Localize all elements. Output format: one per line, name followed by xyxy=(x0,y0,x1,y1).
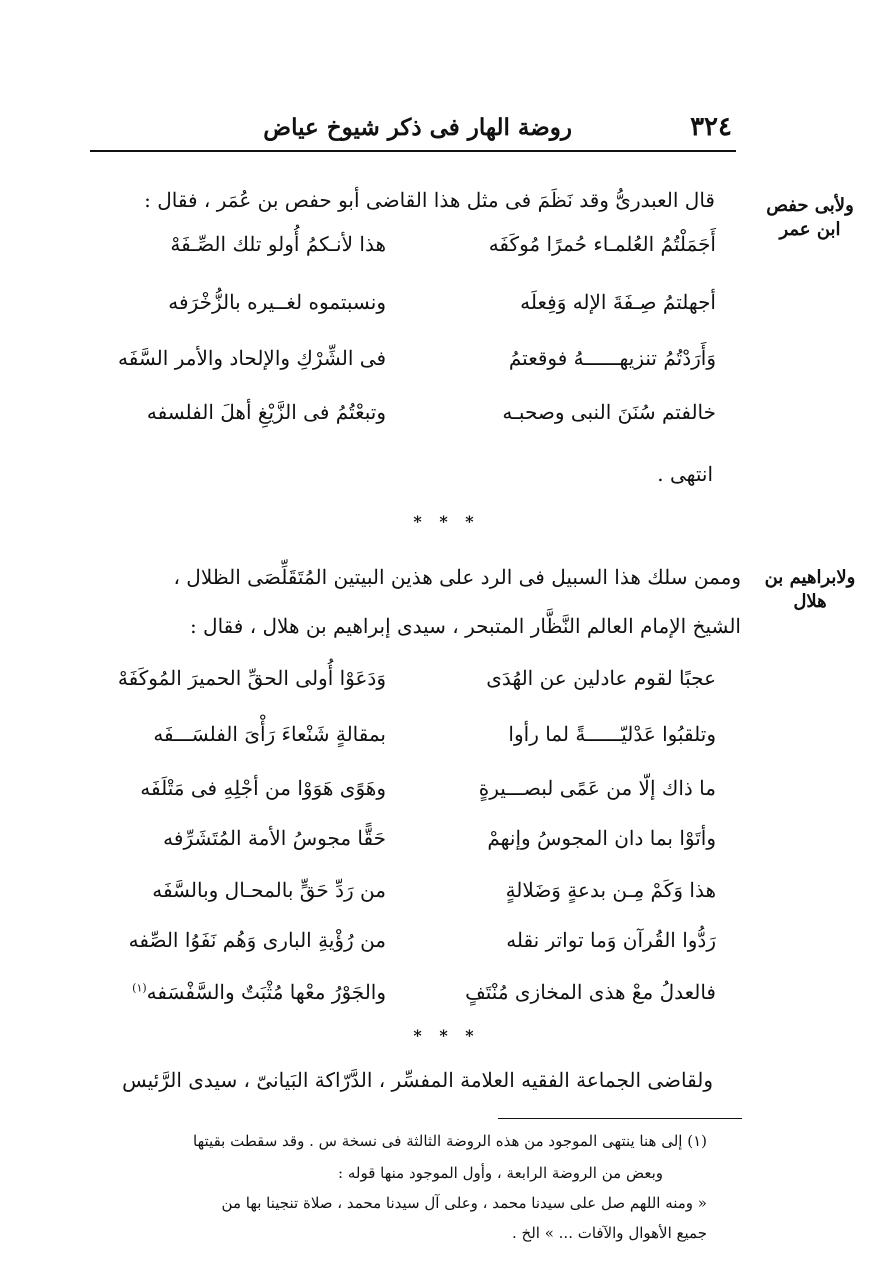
verse-first-hemistich: عجبًا لقوم عادلين عن الهُدَى xyxy=(486,666,716,690)
verse-first-hemistich: هذا وَكَمْ مِـن بدعةٍ وَضَلالةٍ xyxy=(505,878,716,902)
verse-second-hemistich: وتبعْتُمُ فى الزَّيْغِ أهلَ الفلسفه xyxy=(146,400,386,424)
verse-line xyxy=(96,232,716,292)
verse-second-hemistich: هذا لأنـكمُ أُولو تلك الصِّـفَهْ xyxy=(170,232,386,256)
verse-first-hemistich: أَجَمَلْتُمُ العُلمـاء حُمرًا مُوكَفَه xyxy=(488,232,716,256)
verse-second-hemistich: وهَوًى هَوَوْا من أجْلِهِ فى مَتْلَفَه xyxy=(140,776,386,800)
verse-line xyxy=(96,290,716,350)
verse-first-hemistich: خالفتم سُنَنَ النبى وصحبـه xyxy=(502,400,716,424)
verse-second-hemistich: وَدَعَوْا أُولى الحقِّ الحميرَ المُوكَفَهْ xyxy=(117,666,386,690)
section-separator-2: * * * xyxy=(413,1026,480,1045)
verse-first-hemistich: وَأَرَدْتُمُ تنزيهــــــهُ فوقعتمُ xyxy=(508,346,716,370)
verse-line xyxy=(96,346,716,406)
footnote-line-2: وبعض من الروضة الرابعة ، وأول الموجود منها قوله : xyxy=(338,1164,663,1182)
verse-first-hemistich: فالعدلُ معْ هذى المخازى مُنْتَفٍ xyxy=(465,980,716,1004)
verse-second-hemistich xyxy=(132,980,386,1004)
verse-second-hemistich: ونسبتموه لغــيره بالزُّخْرَفه xyxy=(168,290,386,314)
footnote-marker: (١) xyxy=(132,981,147,995)
verse-line xyxy=(96,666,716,726)
section2-intro-line2: الشيخ الإمام العالم النَّظَّار المتبحر ، سيدى إبراهيم بن هلال ، فقال : xyxy=(189,614,741,638)
section1-intro: قال العبدرىُّ وقد نَظَمَ فى مثل هذا القاضى أبو حفص بن عُمَر ، فقال : xyxy=(144,188,715,212)
verse-first-hemistich: ما ذاك إلّا من عَمًى لبصـــيرةٍ xyxy=(478,776,716,800)
verse-line xyxy=(96,722,716,782)
verse-second-hemistich: من رُؤْيةِ البارى وَهُم نَفَوُا الصِّفه xyxy=(128,928,386,952)
footnote-line-4: جميع الأهوال والآفات ... » الخ . xyxy=(511,1224,707,1242)
running-title: روضة الهار فى ذكر شيوخ عياض xyxy=(263,114,572,141)
verse-second-hemistich: بمقالةٍ شَنْعاءَ رَأْىَ الفلسَـــفَه xyxy=(153,722,386,746)
verse-first-hemistich: أجهلتمُ صِـفَةَ الإله وَفِعلَه xyxy=(520,290,716,314)
verse-second-hemistich: من رَدِّ حَقٍّ بالمحـال وبالسَّفَه xyxy=(152,878,386,902)
verse-second-hemistich: فى الشِّرْكِ والإلحاد والأمر السَّفَه xyxy=(118,346,386,370)
footnote-line-3: « ومنه اللهم صل على سيدنا محمد ، وعلى آل سيدنا محمد ، صلاة تنجينا بها من xyxy=(221,1194,707,1212)
verse-second-hemistich: حَقًّا مجوسُ الأمة المُتَشَرِّفه xyxy=(163,826,386,850)
verse-first-hemistich: وأتَوْا بما دان المجوسُ وإنهمْ xyxy=(487,826,716,850)
page-header xyxy=(92,112,732,146)
verse-text: والجَوْرُ معْها مُثْبَتٌ والسَّفْسَفه xyxy=(146,980,386,1004)
verse-first-hemistich: وتلقبُوا عَدْليّــــــةً لما رأوا xyxy=(508,722,716,746)
verse-line xyxy=(96,826,716,886)
page-number: ٣٢٤ xyxy=(690,112,732,142)
footnote-rule xyxy=(498,1118,742,1119)
section3-line: ولقاضى الجماعة الفقيه العلامة المفسِّر ، الدَّرّاكة البَيانىّ ، سيدى الرَّئيس xyxy=(122,1068,713,1092)
footnote-line-1: (١) إلى هنا ينتهى الموجود من هذه الروضة الثالثة فى نسخة س . وقد سقطت بقيتها xyxy=(193,1132,707,1150)
verse-first-hemistich: رَدُّوا القُرآن وَما تواتر نقله xyxy=(506,928,716,952)
margin-note-ibn-hilal: ولابراهيم بن هلال xyxy=(764,567,856,612)
verse-line xyxy=(96,928,716,988)
margin-note-abu-hafs: ولأبى حفص ابن عمر xyxy=(766,195,854,240)
verse-line xyxy=(96,400,716,460)
section1-end: انتهى . xyxy=(657,462,713,486)
section-separator: * * * xyxy=(413,512,480,531)
section2-intro-line1: وممن سلك هذا السبيل فى الرد على هذين البيتين المُتَقَلِّصَى الظلال ، xyxy=(173,565,741,589)
header-rule xyxy=(90,150,736,152)
